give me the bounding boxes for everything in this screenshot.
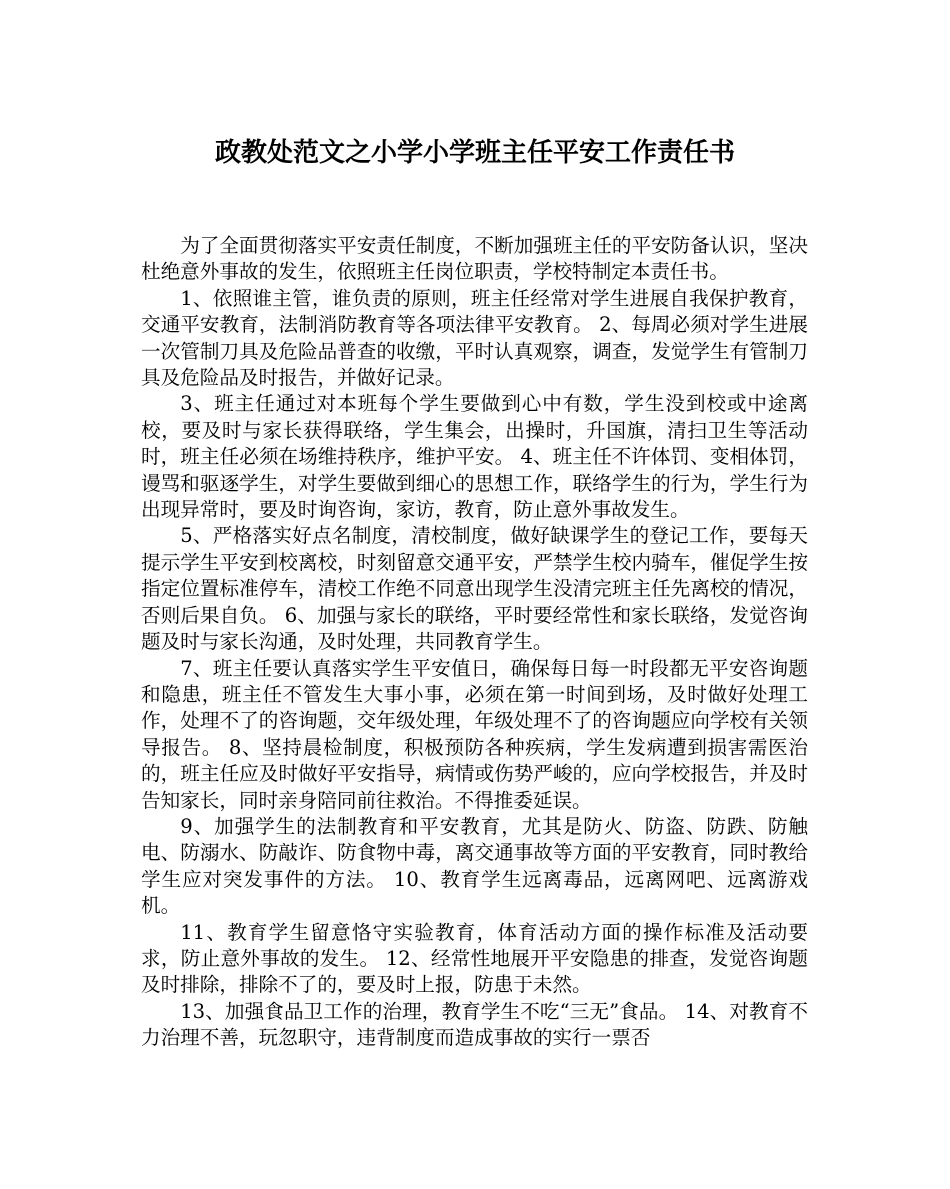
paragraph-items-9-10: 9、加强学生的法制教育和平安教育，尤其是防火、防盗、防跌、防触电、防溺水、防敲诈、防食物中毒，离交通事故等方面的平安教育，同时教给学生应对突发事件的方法。 10、教育学生远离毒品，远离网吧、远离游戏机。	[141, 814, 808, 918]
paragraph-intro: 为了全面贯彻落实平安责任制度，不断加强班主任的平安防备认识，坚决杜绝意外事故的发生，依照班主任岗位职责，学校特制定本责任书。	[141, 234, 808, 284]
paragraph-items-13-14: 13、加强食品卫工作的治理，教育学生不吃“三无”食品。 14、对教育不力治理不善，玩忽职守，违背制度而造成事故的实行一票否	[141, 999, 808, 1050]
paragraph-items-3-4: 3、班主任通过对本班每个学生要做到心中有数，学生没到校或中途离校，要及时与家长获得联络，学生集会，出操时，升国旗，清扫卫生等活动时，班主任必须在场维持秩序，维护平安。 4、班主任不许体罚、变相体罚，谩骂和驱逐学生，对学生要做到细心的思想工作，联络学生的行为，学生行为出现异常时，要及时询咨询，家访，教育，防止意外事故发生。	[141, 392, 808, 522]
paragraph-items-1-2: 1、依照谁主管，谁负责的原则，班主任经常对学生进展自我保护教育，交通平安教育，法制消防教育等各项法律平安教育。 2、每周必须对学生进展一次管制刀具及危险品普查的收缴，平时认真观察，调查，发觉学生有管制刀具及危险品及时报告，并做好记录。	[141, 286, 808, 390]
document-body	[141, 233, 808, 1052]
paragraph-items-11-12: 11、教育学生留意恪守实验教育，体育活动方面的操作标准及活动要求，防止意外事故的发生。 12、经常性地展开平安隐患的排查，发觉咨询题及时排除，排除不了的，要及时上报，防患于未然。	[141, 920, 808, 997]
document-title: 政教处范文之小学小学班主任平安工作责任书	[214, 138, 735, 168]
paragraph-items-7-8: 7、班主任要认真落实学生平安值日，确保每日每一时段都无平安咨询题和隐患，班主任不管发生大事小事，必须在第一时间到场，及时做好处理工作，处理不了的咨询题，交年级处理，年级处理不了的咨询题应向学校有关领导报告。 8、坚持晨检制度，积极预防各种疾病，学生发病遭到损害需医治的，班主任应及时做好平安指导，病情或伤势严峻的，应向学校报告，并及时告知家长，同时亲身陪同前往救治。不得推委延误。	[141, 656, 808, 812]
paragraph-items-5-6: 5、严格落实好点名制度，清校制度，做好缺课学生的登记工作，要每天提示学生平安到校离校，时刻留意交通平安，严禁学生校内骑车，催促学生按指定位置标准停车，清校工作绝不同意出现学生没清完班主任先离校的情况，否则后果自负。 6、加强与家长的联络，平时要经常性和家长联络，发觉咨询题及时与家长沟通，及时处理，共同教育学生。	[141, 524, 808, 654]
